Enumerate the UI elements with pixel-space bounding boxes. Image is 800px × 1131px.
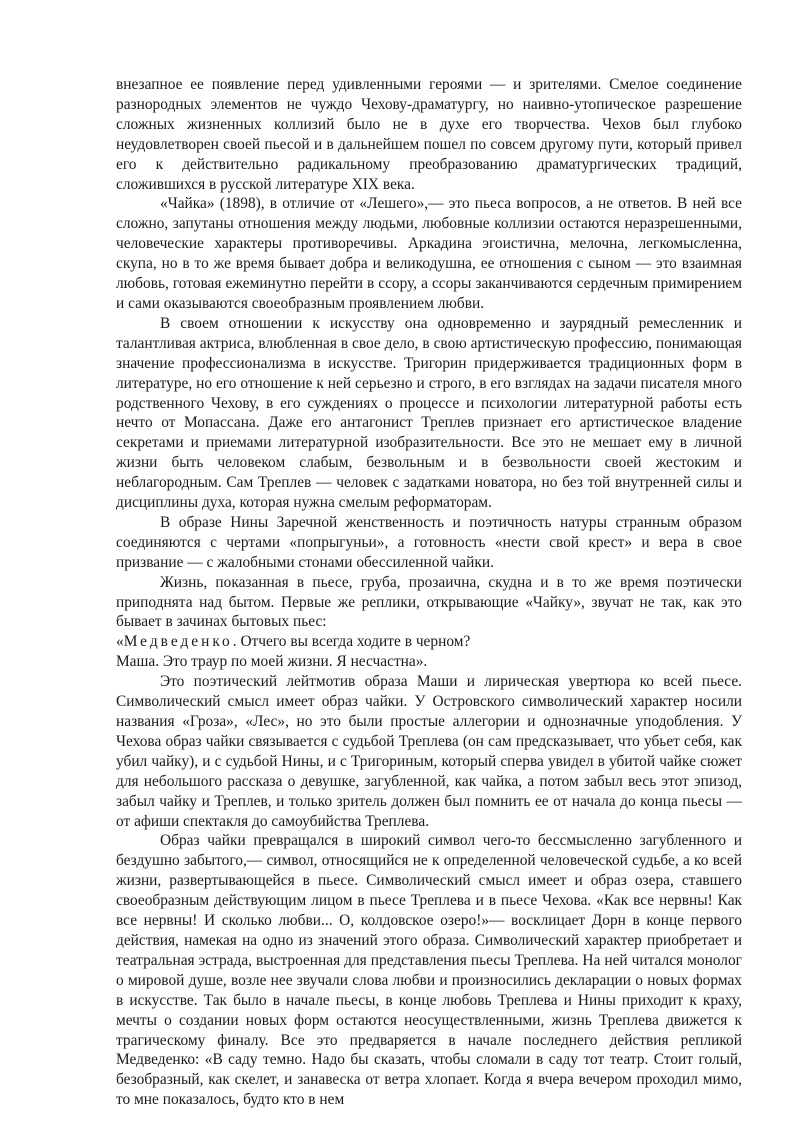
- dialogue-text: . Отчего вы всегда ходите в черном?: [232, 633, 471, 651]
- paragraph-chaika-intro: «Чайка» (1898), в отличие от «Лешего»,— это пьеса вопросов, а не ответов. В ней все сложно, запутаны отношения между людьми, любовные коллизии остаются неразрешенными, человеческие характеры противоречивы. Аркадина эгоистична, мелочна, легкомысленна, скупа, но в то же время бывает добра и великодушна, ее отношения с сыном — это взаимная любовь, готовая ежеминутно перейти в ссору, а ссоры заканчиваются сердечным примирением и сами оказываются своеобразным проявлением любви.: [116, 195, 742, 312]
- paragraph-life-shown: Жизнь, показанная в пьесе, груба, прозаична, скудна и в то же время поэтически приподнята над бытом. Первые же реплики, открывающие «Чайку», звучат не так, как это бывает в зачинах бытовых пьес:: [116, 573, 742, 631]
- dialogue-line-masha: Маша. Это траур по моей жизни. Я несчастна».: [116, 653, 428, 671]
- paragraph-nina: В образе Нины Заречной женственность и поэтичность натуры странным образом соединяются с чертами «попрыгуньи», а готовность «нести свой крест» и вера в свое призвание — с жалобными стонами обессиленной чайки.: [116, 513, 742, 571]
- dialogue-line-medvedenko: «Медведенко. Отчего вы всегда ходите в черном?: [116, 633, 471, 651]
- paragraph-art-attitude: В своем отношении к искусству она одновременно и заурядный ремесленник и талантливая актриса, влюбленная в свое дело, в свою артистическую профессию, понимающая значение профессионализма в искусстве. Тригорин придерживается традиционных форм в литературе, но его отношение к ней серьезно и строго, в его взглядах на задачи писателя много родственного Чехову, в его суждениях о процессе и психологии литературной работы есть нечто от Мопассана. Даже его антагонист Треплев признает его артистическое владение секретами и приемами литературной изобразительности. Все это не мешает ему в личной жизни быть человеком слабым, безвольным и в безвольности своей жестоким и неблагородным. Сам Треплев — человек с задатками новатора, но без той внутренней силы и дисциплины духа, которая нужна смелым реформаторам.: [116, 314, 742, 512]
- paragraph-continuation: внезапное ее появление перед удивленными героями — и зрителями. Смелое соединение разнородных элементов не чуждо Чехову-драматургу, но наивно-утопическое разрешение сложных жизненных коллизий было не в духе его творчества. Чехов был глубоко неудовлетворен своей пьесой и в дальнейшем пошел по совсем другому пути, который привел его к действительно радикальному преобразованию драматургических традиций, сложившихся в русской литературе XIX века.: [116, 76, 742, 193]
- paragraph-seagull-symbol: Образ чайки превращался в широкий символ чего-то бессмысленно загубленного и бездушно забытого,— символ, относящийся не к определенной человеческой судьбе, а ко всей жизни, развертывающейся в пьесе. Символический смысл имеет и образ озера, ставшего своеобразным действующим лицом в пьесе Треплева и в пьесе Чехова. «Как все нервны! Как все нервны! И сколько любви... О, колдовское озеро!»— восклицает Дорн в конце первого действия, намекая на одно из значений этого образа. Символический характер приобретает и театральная эстрада, выстроенная для представления пьесы Треплева. На ней читался монолог о мировой душе, возле нее звучали слова любви и произносились декларации о новых формах в искусстве. Так было в начале пьесы, в конце любовь Треплева и Нины приходит к краху, мечты о создании новых форм остаются неосуществленными, жизнь Треплева движется к трагическому финалу. Все это предваряется в начале последнего действия репликой Медведенко: «В саду темно. Надо бы сказать, чтобы сломали в саду тот театр. Стоит голый, безобразный, как скелет, и занавеска от ветра хлопает. Когда я вчера вечером проходил мимо, то мне показалось, будто кто в нем: [116, 832, 742, 1109]
- dialogue-speaker: Медведенко: [123, 633, 233, 651]
- paragraph-leitmotif: Это поэтический лейтмотив образа Маши и лирическая увертюра ко всей пьесе. Символический смысл имеет образ чайки. У Островского символический характер носили названия «Гроза», «Лес», но это были простые аллегории и однозначные уподобления. У Чехова образ чайки связывается с судьбой Треплева (он сам предсказывает, что убьет себя, как убил чайку), и с судьбой Нины, и с Тригориным, который сперва увидел в убитой чайке сюжет для небольшого рассказа о девушке, загубленной, как чайка, а потом забыл весь этот эпизод, забыл чайку и Треплев, и только зритель должен был помнить ее от начала до конца пьесы — от афиши спектакля до самоубийства Треплева.: [116, 673, 742, 830]
- document-page: [116, 75, 742, 1110]
